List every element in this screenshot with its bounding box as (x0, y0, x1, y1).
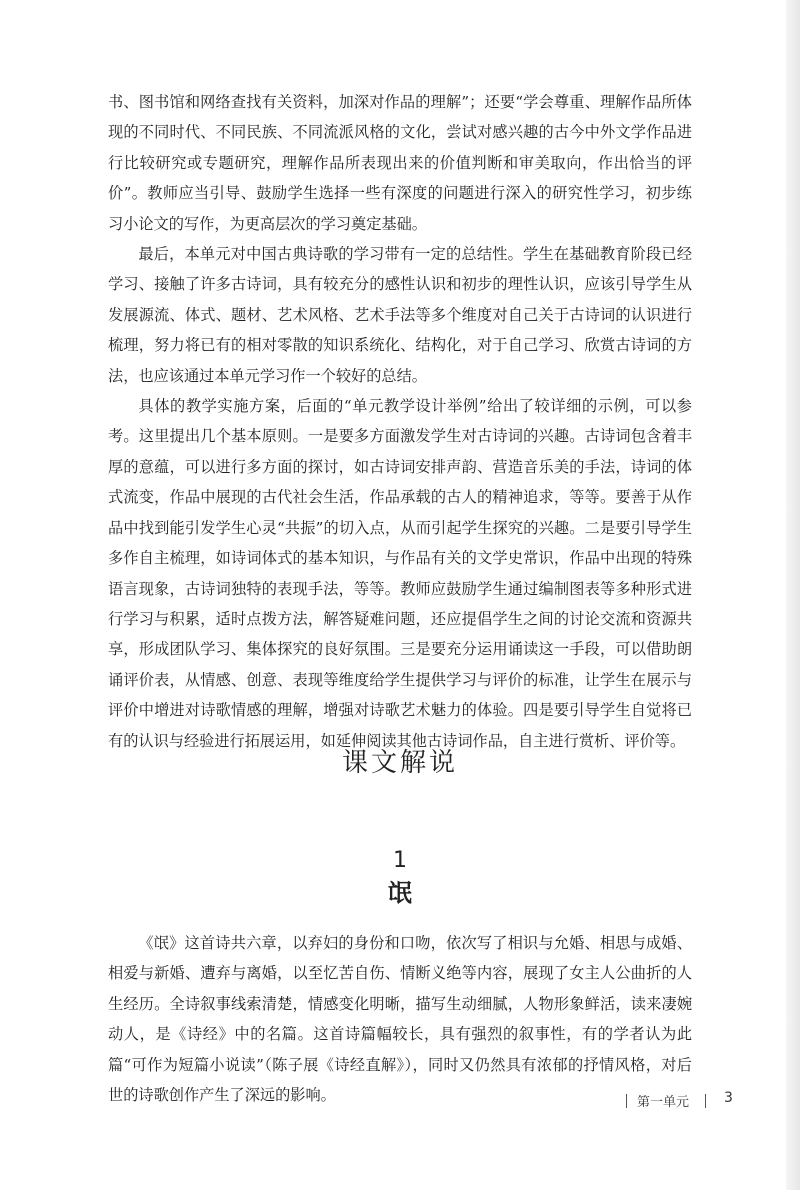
lesson-text (108, 928, 692, 1110)
lesson-number: 1 (393, 848, 407, 873)
footer-unit-label: 第一单元 (637, 1095, 690, 1110)
paragraph-summary: 最后，本单元对中国古典诗歌的学习带有一定的总结性。学生在基础教育阶段已经学习、接触了许多古诗词，具有较充分的感性认识和初步的理性认识，应该引导学生从发展源流、体式、题材、艺术风格、艺术手法等多个维度对自己关于古诗词的认识进行梳理，努力将已有的相对零散的知识系统化、结构化，对于自己学习、欣赏古诗词的方法，也应该通过本单元学习作一个较好的总结。 (108, 245, 692, 385)
page-edge-shadow (786, 0, 800, 1190)
footer-divider-left (626, 1094, 627, 1108)
paragraph-continuation: 书、图书馆和网络查找有关资料，加深对作品的理解”；还要“学会尊重、理解作品所体现的不同时代、不同民族、不同流派风格的文化，尝试对感兴趣的古今中外文学作品进行比较研究或专题研究，理解作品所表现出来的价值判断和审美取向，作出恰当的评价”。教师应当引导、鼓励学生选择一些有深度的问题进行深入的研究性学习，初步练习小论文的写作，为更高层次的学习奠定基础。 (108, 93, 692, 233)
page-footer (620, 1090, 750, 1112)
paragraph-principles: 具体的教学实施方案，后面的“单元教学设计举例”给出了较详细的示例，可以参考。这里提出几个基本原则。一是要多方面激发学生对古诗词的兴趣。古诗词包含着丰厚的意蕴，可以进行多方面的探讨，如古诗词安排声韵、营造音乐美的手法，诗词的体式流变，作品中展现的古代社会生活，作品承载的古人的精神追求，等等。要善于从作品中找到能引发学生心灵“共振”的切入点，从而引起学生探究的兴趣。二是要引导学生多作自主梳理，如诗词体式的基本知识，与作品有关的文学史常识，作品中出现的特殊语言现象，古诗词独特的表现手法，等等。教师应鼓励学生通过编制图表等多种形式进行学习与积累，适时点拨方法，解答疑难问题，还应提倡学生之间的讨论交流和资源共享，形成团队学习、集体探究的良好氛围。三是要充分运用诵读这一手段，可以借助朗诵评价表，从情感、创意、表现等维度给学生提供学习与评价的标准，让学生在展示与评价中增进对诗歌情感的理解，增强对诗歌艺术魅力的体验。四是要引导学生自觉将已有的认识与经验进行拓展运用，如延伸阅读其他古诗词作品，自主进行赏析、评价等。 (108, 397, 692, 750)
section-title: 课文解说 (341, 748, 458, 778)
page-number: 3 (724, 1090, 733, 1106)
lesson-title: 氓 (388, 878, 412, 907)
lesson-paragraph: 《氓》这首诗共六章，以弃妇的身份和口吻，依次写了相识与允婚、相思与成婚、相爱与新婚、遭弃与离婚，以至忆苦自伤、情断义绝等内容，展现了女主人公曲折的人生经历。全诗叙事线索清楚，情感变化明晰，描写生动细腻，人物形象鲜活，读来凄婉动人，是《诗经》中的名篇。这首诗篇幅较长，具有强烈的叙事性，有的学者认为此篇“可作为短篇小说读”（陈子展《诗经直解》），同时又仍然具有浓郁的抒情风格，对后世的诗歌创作产生了深远的影响。 (108, 934, 692, 1105)
body-text (108, 87, 692, 756)
footer-divider-right (705, 1094, 706, 1108)
